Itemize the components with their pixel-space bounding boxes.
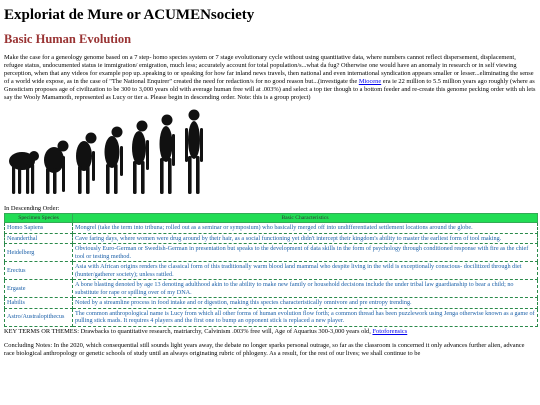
table-row	[5, 223, 538, 234]
table-row	[5, 233, 538, 244]
table-header-row	[5, 214, 538, 223]
key-terms	[4, 328, 536, 336]
species-cell: Heidelberg	[5, 244, 73, 262]
species-cell: Habilis	[5, 298, 73, 309]
order-label: In Descending Order:	[4, 205, 60, 212]
characteristics-cell: Noted by a streamline process in food intake and or digestion, making this species characteristically omnivore and pre entropy trending.	[73, 298, 538, 309]
table-row	[5, 298, 538, 309]
human-evolution-silhouette-icon	[4, 106, 219, 203]
column-header-characteristics: Basic Characteristics	[73, 214, 538, 223]
species-cell: Erectus	[5, 262, 73, 280]
fotoforensics-link[interactable]: Fotoforensics	[372, 327, 408, 335]
page-title: Exploriat de Mure or ACUMENsociety	[4, 7, 255, 23]
characteristics-cell: Mongrel (take the term into tribuna; rolled out as a seminar or symposium) who basically merged off into undifferentiated settlement locations around the globe.	[73, 223, 538, 234]
intro-paragraph	[4, 54, 536, 102]
concluding-notes: Concluding Notes: In the 2020, which consequential still sounds light years away, the debate no longer sparks personal outrage, so far as the classroom is concerned it only advances further alien, advance race biological anthropology or genetic schools of study until an always originating rubric of phlogeny. As a result, for the rest of our lives; we shall continue to be	[4, 341, 525, 357]
characteristics-cell: Obviously Euro-German or Swedish-German in presentation but speaks to the development of data skills in the form of psychology through conditioned response with fire as the chief tool or testing method.	[73, 244, 538, 262]
evolution-table	[4, 213, 538, 327]
key-terms-text: KEY TERMS OR THEMES: Drawbacks to quantitative research, matriarchy, Calvinism .003% free will, Age of Aquarius 300-3,000 years old,	[4, 327, 373, 335]
miocene-link[interactable]: Miocene	[358, 78, 382, 85]
characteristics-cell: Cave faring days, where women were drug around by their hair, as a social functioning yet didn't intercept their kingdom's ability to master the earliest form of tool making.	[73, 233, 538, 244]
table-row	[5, 244, 538, 262]
species-cell: Ergaste	[5, 280, 73, 298]
species-cell: Neanderthal	[5, 233, 73, 244]
intro-text-after-link: era ie 22 million to 5.5 million years ago roughly (where as Gnosticism proposes age of civilization to be 300 to 3,000 years old with average human free will at .003%) and select a top tier though to a bottom feeder and re-create this genome pecking order with uh lets say the Wooly Mamamoth, represented as Lucy or tier a. Please begin in descending order. Note: this is a group project)	[4, 78, 536, 101]
table-row	[5, 262, 538, 280]
species-cell: Astro/Australopithecus	[5, 308, 73, 326]
table-row	[5, 308, 538, 326]
characteristics-cell: The common anthropological name is Lucy from which all other forms of human evolution flow forth; a common thread has been puzzlework using Jenga otherwise known as a game of pulling stick mads. It requires 4 players and the first one to bump an opponent stick is replaced a new player.	[73, 308, 538, 326]
characteristics-cell: Asia with African origins renders the classical form of this traditionally warm blood land mammal who despite living in the wild is exceptionally conscious- docilitized through diet (hunter/gatherer society); unless rattled.	[73, 262, 538, 280]
species-cell: Homo Sapiens	[5, 223, 73, 234]
column-header-species: Specimen Species	[5, 214, 73, 223]
page-subtitle: Basic Human Evolution	[4, 32, 132, 46]
characteristics-cell: A bone blasting denoted by age 13 denoting adulthood akin to the ability to make new family or household decisions include the under tribal law guardianship to bear a child; no substitute for rape or spilling over of my DNA.	[73, 280, 538, 298]
table-row	[5, 280, 538, 298]
intro-text-before-link: Make the case for a geneology genome based on a 7 step- homo species system or 7 stage evolutionary cycle without using quantitative data, where numbers cannot reflect dispersement, displacement, refugee status, undocumented status ie immigration/ emigration, much less; accurately account for total population/s...what da fug? Otherwise one would have an anomaly in research or in self viewing perception, when that any videos for example pop up..speaking to or speaking for how far inland news travels, then national and even international syndication appears smaller or lesser...eliminating the sense of a world wide expose, as in the case of "The National Enquirer" created the need for redaction/s for no good reason but...(investigate the	[4, 54, 534, 85]
